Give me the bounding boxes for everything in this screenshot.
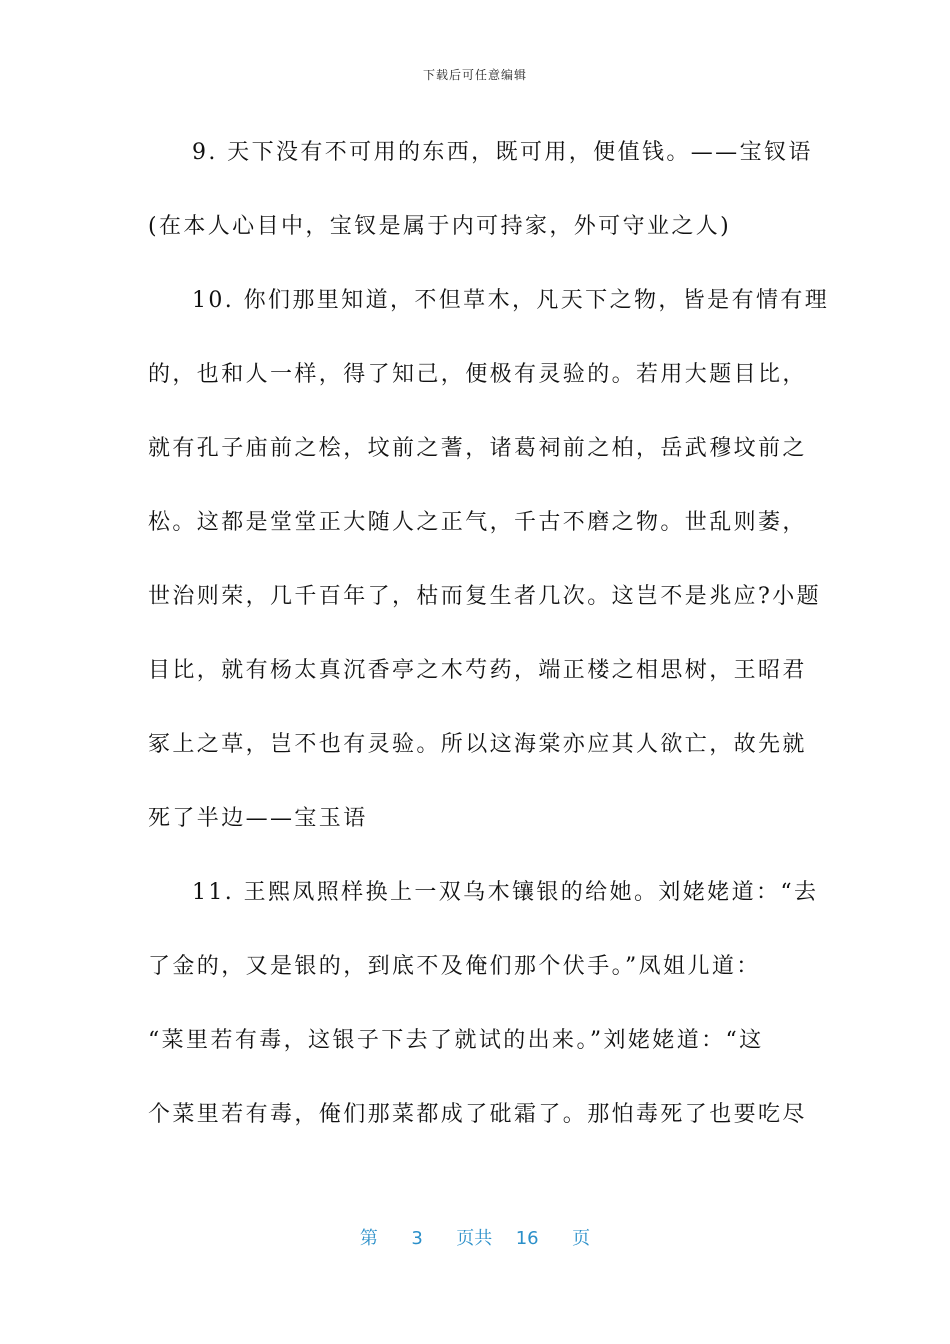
paragraph-9: [148, 116, 813, 264]
text-line: 的，也和人一样，得了知己，便极有灵验的。若用大题目比，: [148, 362, 807, 387]
footer-suffix: 页: [572, 1228, 591, 1249]
text-line: (在本人心目中，宝钗是属于内可持家，外可守业之人): [148, 214, 732, 239]
footer-middle: 页共: [456, 1228, 493, 1249]
text-line: 9. 天下没有不可用的东西，既可用，便值钱。——宝钗语: [192, 140, 813, 165]
text-line: “菜里若有毒，这银子下去了就试的出来。”刘姥姥道：“这: [148, 1028, 764, 1053]
page-footer: [0, 1224, 950, 1250]
text-line: 目比，就有杨太真沉香亭之木芍药，端正楼之相思树，王昭君: [148, 658, 807, 683]
paragraph-11: [148, 856, 819, 1152]
footer-prefix: 第: [359, 1228, 378, 1249]
text-line: 个菜里若有毒，俺们那菜都成了砒霜了。那怕毒死了也要吃尽: [148, 1102, 807, 1127]
text-line: 松。这都是堂堂正大随人之正气，千古不磨之物。世乱则萎，: [148, 510, 807, 535]
text-line: 10. 你们那里知道，不但草木，凡天下之物，皆是有情有理: [192, 288, 830, 313]
total-page-count: 16: [515, 1228, 539, 1249]
current-page-number: 3: [411, 1228, 423, 1249]
text-line: 11. 王熙凤照样换上一双乌木镶银的给她。刘姥姥道：“去: [192, 880, 819, 905]
page-header: 下载后可任意编辑: [422, 68, 527, 82]
text-line: 死了半边——宝玉语: [148, 806, 368, 831]
text-line: 世治则荣，几千百年了，枯而复生者几次。这岂不是兆应?小题: [148, 584, 821, 609]
text-line: 了金的，又是银的，到底不及俺们那个伏手。”凤姐儿道：: [148, 954, 761, 979]
paragraph-10: [148, 264, 830, 856]
text-line: 冢上之草，岂不也有灵验。所以这海棠亦应其人欲亡，故先就: [148, 732, 807, 757]
document-body: [148, 116, 830, 1152]
text-line: 就有孔子庙前之桧，坟前之蓍，诸葛祠前之柏，岳武穆坟前之: [148, 436, 807, 461]
